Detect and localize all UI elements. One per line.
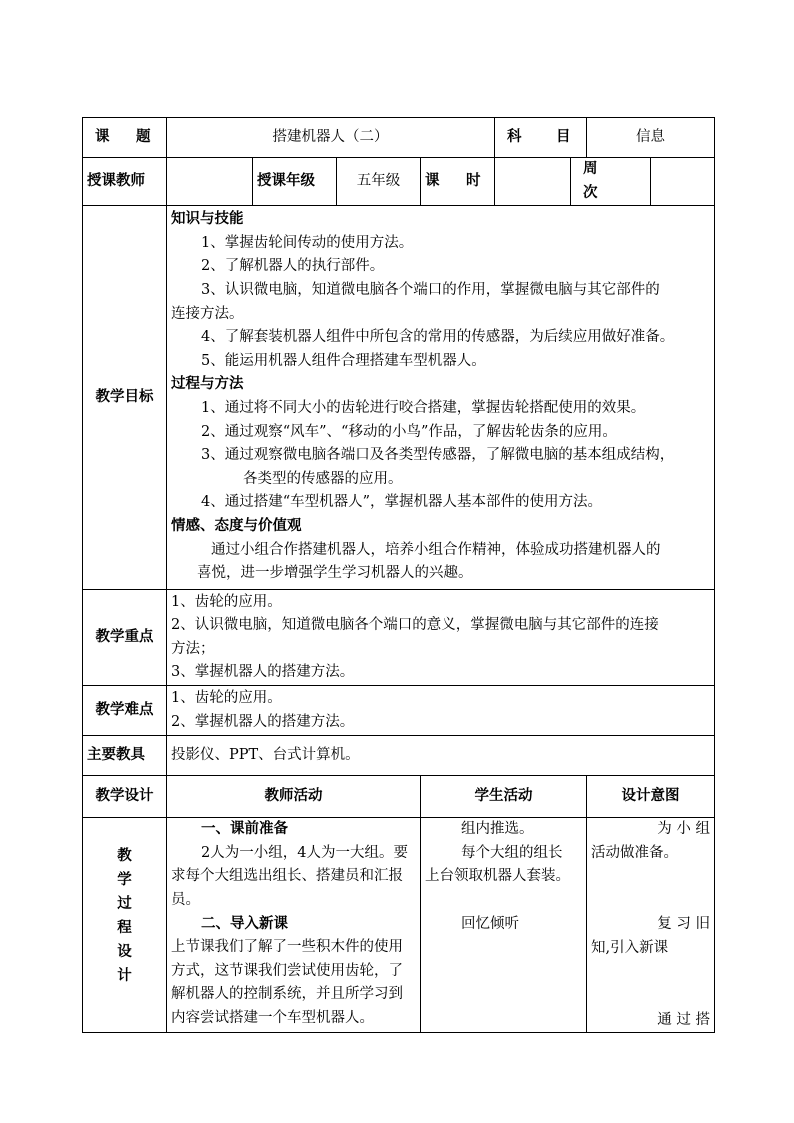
- week-value: [651, 158, 715, 206]
- intent-spacer-2: [591, 961, 710, 1009]
- goals-s2-item3-cont: 各类型的传感器的应用。: [243, 470, 403, 487]
- subject-value: 信息: [587, 118, 715, 158]
- side-char: 过: [117, 896, 132, 913]
- key-point-3: 3、掌握机器人的搭建方法。: [171, 664, 355, 681]
- header-row-2: [83, 158, 715, 206]
- goals-section1-title: 知识与技能: [171, 211, 244, 228]
- subject-label: 科 目: [495, 118, 587, 158]
- week-label: 周 次: [571, 158, 651, 206]
- lesson-plan-table-wrapper: [82, 117, 714, 1028]
- intent-line1: 为 小 组: [657, 821, 710, 838]
- teacher-s2-line3: 解机器人的控制系统，并且所学习到: [171, 986, 403, 1003]
- side-char: 学: [117, 872, 132, 889]
- teacher-s1-line1: 2人为一小组，4人为一大组。要: [201, 844, 408, 861]
- side-char: 教: [117, 848, 132, 865]
- teacher-s2-line1: 上节课我们了解了一些积木件的使用: [171, 939, 403, 956]
- goals-section2-title: 过程与方法: [171, 376, 244, 393]
- teacher-s1-line2: 求每个大组选出组长、搭建员和汇报: [171, 868, 403, 885]
- key-points-row: [83, 590, 715, 686]
- student-line3: 上台领取机器人套装。: [425, 868, 570, 885]
- difficulties-label: 教学难点: [83, 686, 167, 736]
- goals-s1-item2: 2、了解机器人的执行部件。: [201, 258, 385, 275]
- design-label: 教学设计: [83, 776, 167, 818]
- design-body-row: [83, 818, 715, 1033]
- goals-label: 教学目标: [83, 206, 167, 590]
- student-activity-cell: [421, 818, 587, 1033]
- student-line4: 回忆倾听: [461, 915, 519, 932]
- difficulties-content: [167, 686, 715, 736]
- goals-row: [83, 206, 715, 590]
- goals-content: [167, 206, 715, 590]
- goals-section3-title: 情感、态度与价值观: [171, 517, 302, 534]
- side-char: 程: [117, 920, 132, 937]
- teacher-s1-title: 一、课前准备: [201, 821, 288, 838]
- tools-label: 主要教具: [83, 736, 167, 776]
- teacher-s1-line3: 员。: [171, 891, 200, 908]
- col-teacher-activity: 教师活动: [167, 776, 421, 818]
- goals-s3-line1: 通过小组合作搭建机器人，培养小组合作精神，体验成功搭建机器人的: [211, 541, 661, 558]
- topic-label: 课 题: [83, 118, 167, 158]
- teacher-s2-line2: 方式，这节课我们尝试使用齿轮，了: [171, 962, 403, 979]
- intent-line5: 通 过 搭: [657, 1011, 710, 1028]
- tools-value: 投影仪、PPT、台式计算机。: [167, 736, 715, 776]
- teacher-label: 授课教师: [83, 158, 167, 206]
- teacher-value: [167, 158, 253, 206]
- intent-line2: 活动做准备。: [591, 844, 678, 861]
- period-value: [495, 158, 571, 206]
- teacher-s2-title: 二、导入新课: [201, 915, 288, 932]
- key-points-content: [167, 590, 715, 686]
- student-line2: 每个大组的组长: [461, 844, 563, 861]
- goals-s1-item4: 4、了解套装机器人组件中所包含的常用的传感器，为后续应用做好准备。: [201, 329, 675, 346]
- grade-value: 五年级: [337, 158, 421, 206]
- design-side-label: [83, 818, 167, 1033]
- grade-label: 授课年级: [253, 158, 337, 206]
- goals-s2-item4: 4、通过搭建“车型机器人”，掌握机器人基本部件的使用方法。: [201, 494, 603, 511]
- side-char: 设: [117, 944, 132, 961]
- goals-s1-item3: 3、认识微电脑，知道微电脑各个端口的作用，掌握微电脑与其它部件的: [201, 281, 660, 298]
- key-point-2: 2、认识微电脑，知道微电脑各个端口的意义，掌握微电脑与其它部件的连接: [171, 617, 659, 634]
- intent-spacer-1: [591, 865, 710, 913]
- key-points-label: 教学重点: [83, 590, 167, 686]
- tools-row: [83, 736, 715, 776]
- intent-line4: 知,引入新课: [591, 939, 669, 956]
- col-design-intent: 设计意图: [587, 776, 715, 818]
- topic-value: 搭建机器人（二）: [167, 118, 495, 158]
- difficulty-1: 1、齿轮的应用。: [171, 690, 282, 707]
- difficulty-2: 2、掌握机器人的搭建方法。: [171, 713, 355, 730]
- side-char: 计: [117, 968, 132, 985]
- goals-s1-item3-cont: 连接方法。: [171, 305, 244, 322]
- goals-s1-item5: 5、能运用机器人组件合理搭建车型机器人。: [201, 352, 486, 369]
- period-label: 课 时: [421, 158, 495, 206]
- student-line1: 组内推选。: [461, 821, 534, 838]
- key-point-1: 1、齿轮的应用。: [171, 593, 282, 610]
- student-spacer: [425, 889, 582, 913]
- intent-line3: 复 习 旧: [657, 916, 710, 933]
- design-header-row: [83, 776, 715, 818]
- col-student-activity: 学生活动: [421, 776, 587, 818]
- key-point-2-cont: 方法；: [171, 640, 215, 657]
- lesson-plan-table: [82, 117, 715, 1033]
- goals-s2-item2: 2、通过观察“风车”、“移动的小鸟”作品，了解齿轮齿条的应用。: [201, 423, 617, 440]
- teacher-s2-line4: 内容尝试搭建一个车型机器人。: [171, 1009, 374, 1026]
- goals-s3-line2: 喜悦，进一步增强学生学习机器人的兴趣。: [197, 565, 473, 582]
- header-row-1: [83, 118, 715, 158]
- difficulties-row: [83, 686, 715, 736]
- teacher-activity-cell: [167, 818, 421, 1033]
- goals-s1-item1: 1、掌握齿轮间传动的使用方法。: [201, 234, 414, 251]
- goals-s2-item1: 1、通过将不同大小的齿轮进行咬合搭建，掌握齿轮搭配使用的效果。: [201, 399, 646, 416]
- goals-s2-item3: 3、通过观察微电脑各端口及各类型传感器，了解微电脑的基本组成结构，: [201, 447, 675, 464]
- design-intent-cell: [587, 818, 715, 1033]
